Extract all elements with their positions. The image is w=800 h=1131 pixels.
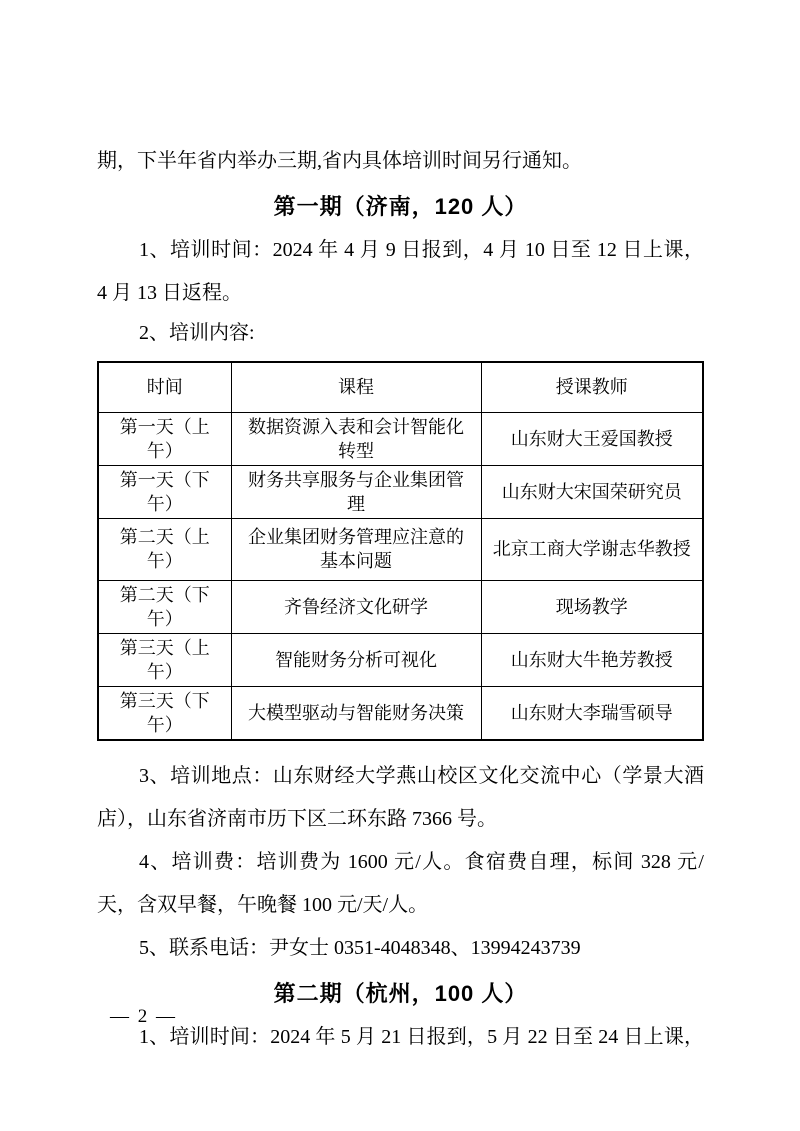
cell-teacher: 山东财大宋国荣研究员 [481,465,703,518]
table-header-row [98,362,703,412]
cell-teacher: 现场教学 [481,580,703,633]
table-row [98,686,703,740]
cell-teacher: 山东财大李瑞雪硕导 [481,686,703,740]
document-content [97,140,704,1059]
table-row [98,518,703,580]
page-number: — 2 — [110,1006,177,1027]
table-row [98,633,703,686]
training-schedule-table [97,361,704,741]
cell-teacher: 山东财大牛艳芳教授 [481,633,703,686]
table-row [98,465,703,518]
session1-item5: 5、联系电话：尹女士 0351-4048348、13994243739 [139,936,581,959]
cell-time: 第三天（下午） [98,686,231,740]
intro-line: 期，下半年省内举办三期,省内具体培训时间另行通知。 [97,150,582,172]
cell-time: 第一天（下午） [98,465,231,518]
cell-course: 齐鲁经济文化研学 [231,580,481,633]
cell-course: 大模型驱动与智能财务决策 [231,686,481,740]
cell-time: 第三天（上午） [98,633,231,686]
session2-item1: 1、培训时间：2024 年 5 月 21 日报到，5 月 22 日至 24 日上课， [139,1025,704,1048]
col-header-teacher: 授课教师 [481,362,703,412]
session1-item3-line2: 店），山东省济南市历下区二环东路 7366 号。 [97,807,497,830]
session1-item1-line2: 4 月 13 日返程。 [97,282,242,304]
session1-heading: 第一期（济南，120 人） [273,194,528,219]
cell-time: 第二天（上午） [98,518,231,580]
session1-item1-line1: 1、培训时间：2024 年 4 月 9 日报到，4 月 10 日至 12 日上课， [139,239,704,261]
cell-course: 企业集团财务管理应注意的基本问题 [231,518,481,580]
table-row [98,580,703,633]
session1-item3-line1: 3、培训地点：山东财经大学燕山校区文化交流中心（学景大酒 [139,764,704,787]
session2-heading: 第二期（杭州，100 人） [273,980,528,1006]
col-header-time: 时间 [98,362,231,412]
cell-course: 财务共享服务与企业集团管理 [231,465,481,518]
table-row [98,412,703,465]
cell-course: 数据资源入表和会计智能化转型 [231,412,481,465]
cell-time: 第一天（上午） [98,412,231,465]
cell-teacher: 山东财大王爱国教授 [481,412,703,465]
cell-course: 智能财务分析可视化 [231,633,481,686]
col-header-course: 课程 [231,362,481,412]
session1-item4-line2: 天，含双早餐，午晚餐 100 元/天/人。 [97,893,429,916]
session1-item2: 2、培训内容: [139,322,255,344]
session1-item4-line1: 4、培训费：培训费为 1600 元/人。食宿费自理，标间 328 元/ [139,850,704,873]
cell-time: 第二天（下午） [98,580,231,633]
cell-teacher: 北京工商大学谢志华教授 [481,518,703,580]
